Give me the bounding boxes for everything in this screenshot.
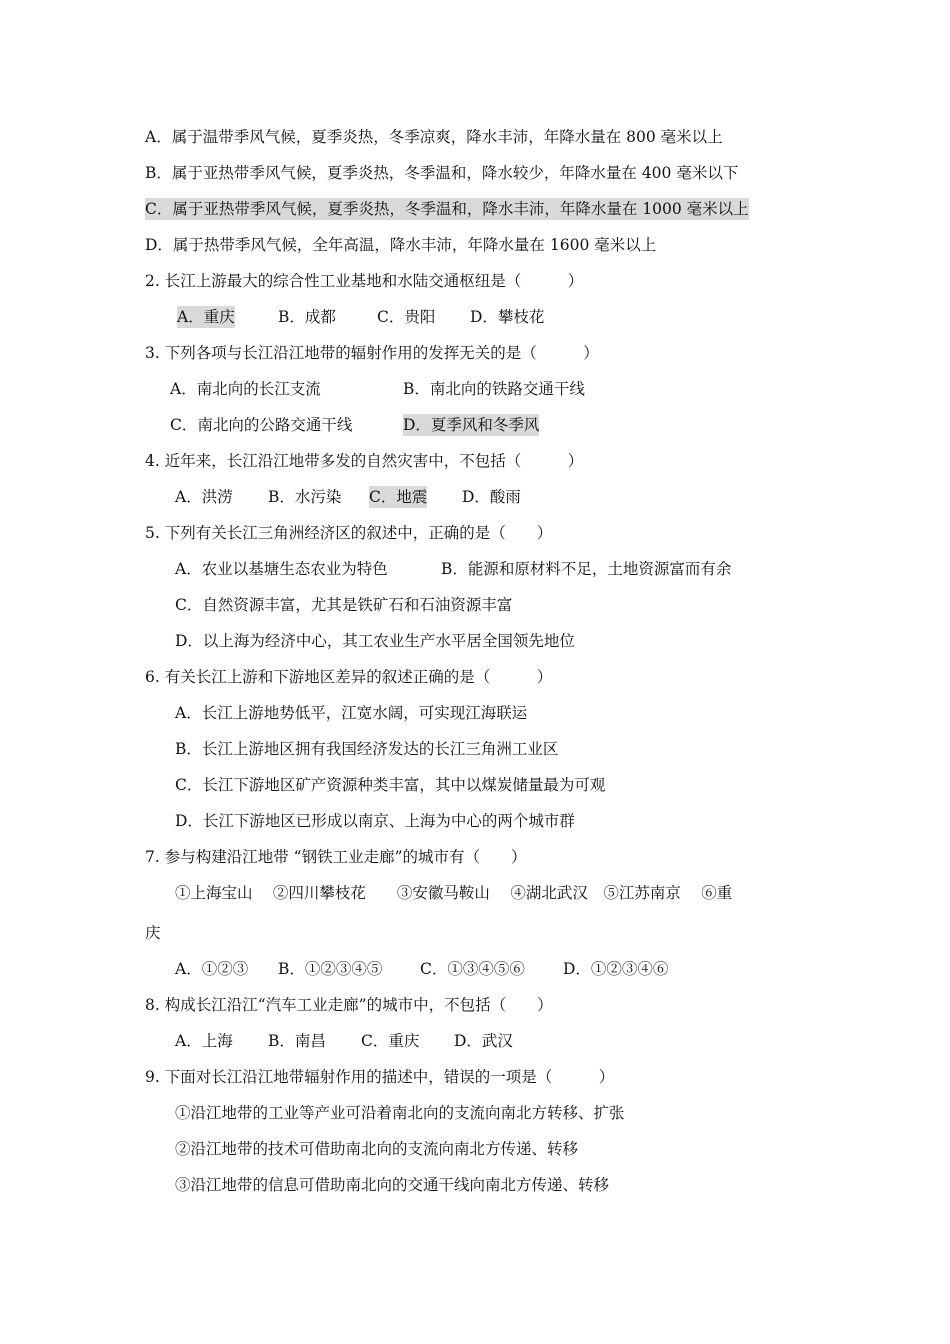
q5-option-c: C．自然资源丰富，尤其是铁矿石和石油资源丰富 xyxy=(175,596,513,614)
q4-option-b: B．水污染 xyxy=(268,488,342,506)
q3-stem: 3. 下列各项与长江沿江地带的辐射作用的发挥无关的是（ ） xyxy=(145,344,599,362)
q3-option-b: B．南北向的铁路交通干线 xyxy=(403,380,585,398)
q7-items-line2: 庆 xyxy=(145,924,161,942)
q7-option-c: C．①③④⑤⑥ xyxy=(420,960,525,978)
q7-option-d: D．①②③④⑥ xyxy=(563,960,669,978)
q1-option-c: C．属于亚热带季风气候，夏季炎热，冬季温和，降水丰沛，年降水量在 1000 毫米以上 xyxy=(145,200,749,218)
q6-option-c: C．长江下游地区矿产资源种类丰富，其中以煤炭储量最为可观 xyxy=(175,776,606,794)
q1-option-d: D．属于热带季风气候，全年高温，降水丰沛，年降水量在 1600 毫米以上 xyxy=(145,236,657,254)
q1-option-b: B．属于亚热带季风气候，夏季炎热，冬季温和，降水较少，年降水量在 400 毫米以下 xyxy=(145,164,739,182)
q8-stem: 8. 构成长江沿江“汽车工业走廊”的城市中，不包括（ ） xyxy=(145,996,553,1014)
q3-option-a: A．南北向的长江支流 xyxy=(170,380,321,398)
q2-option-c: C．贵阳 xyxy=(377,308,436,326)
q4-stem: 4. 近年来，长江沿江地带多发的自然灾害中，不包括（ ） xyxy=(145,452,584,470)
q7-option-b: B．①②③④⑤ xyxy=(278,960,383,978)
q7-option-a: A．①②③ xyxy=(175,960,249,978)
q3-option-d: D．夏季风和冬季风 xyxy=(403,416,540,434)
q8-option-a: A．上海 xyxy=(175,1032,233,1050)
q6-option-d: D．长江下游地区已形成以南京、上海为中心的两个城市群 xyxy=(175,812,575,830)
q3-option-c: C．南北向的公路交通干线 xyxy=(170,416,353,434)
q8-option-c: C．重庆 xyxy=(361,1032,420,1050)
q4-option-d: D．酸雨 xyxy=(462,488,521,506)
q5-stem: 5. 下列有关长江三角洲经济区的叙述中，正确的是（ ） xyxy=(145,524,553,542)
q2-option-d: D．攀枝花 xyxy=(470,308,545,326)
q5-option-d: D．以上海为经济中心，其工农业生产水平居全国领先地位 xyxy=(175,632,575,650)
q9-statement-3: ③沿江地带的信息可借助南北向的交通干线向南北方传递、转移 xyxy=(175,1176,610,1194)
q9-statement-1: ①沿江地带的工业等产业可沿着南北向的支流向南北方转移、扩张 xyxy=(175,1104,625,1122)
q1-option-a: A．属于温带季风气候，夏季炎热，冬季凉爽，降水丰沛，年降水量在 800 毫米以上 xyxy=(145,128,723,146)
q8-option-b: B．南昌 xyxy=(268,1032,326,1050)
q5-option-a: A．农业以基塘生态农业为特色 xyxy=(175,560,388,578)
q6-option-b: B．长江上游地区拥有我国经济发达的长江三角洲工业区 xyxy=(175,740,559,758)
q7-stem: 7. 参与构建沿江地带 “钢铁工业走廊”的城市有（ ） xyxy=(145,848,527,866)
q9-statement-2: ②沿江地带的技术可借助南北向的支流向南北方传递、转移 xyxy=(175,1140,579,1158)
q2-option-a: A．重庆 xyxy=(177,308,235,326)
q2-stem: 2. 长江上游最大的综合性工业基地和水陆交通枢纽是（ ） xyxy=(145,272,584,290)
q4-option-c: C．地震 xyxy=(369,488,428,506)
q9-stem: 9. 下面对长江沿江地带辐射作用的描述中，错误的一项是（ ） xyxy=(145,1068,615,1086)
q6-stem: 6. 有关长江上游和下游地区差异的叙述正确的是（ ） xyxy=(145,668,553,686)
q4-option-a: A．洪涝 xyxy=(175,488,233,506)
q8-option-d: D．武汉 xyxy=(454,1032,513,1050)
q5-option-b: B．能源和原材料不足，土地资源富而有余 xyxy=(441,560,732,578)
q6-option-a: A．长江上游地势低平，江宽水阔，可实现江海联运 xyxy=(175,704,528,722)
q7-items-line1: ①上海宝山 ②四川攀枝花 ③安徽马鞍山 ④湖北武汉 ⑤江苏南京 ⑥重 xyxy=(175,884,733,902)
q2-option-b: B．成都 xyxy=(278,308,336,326)
